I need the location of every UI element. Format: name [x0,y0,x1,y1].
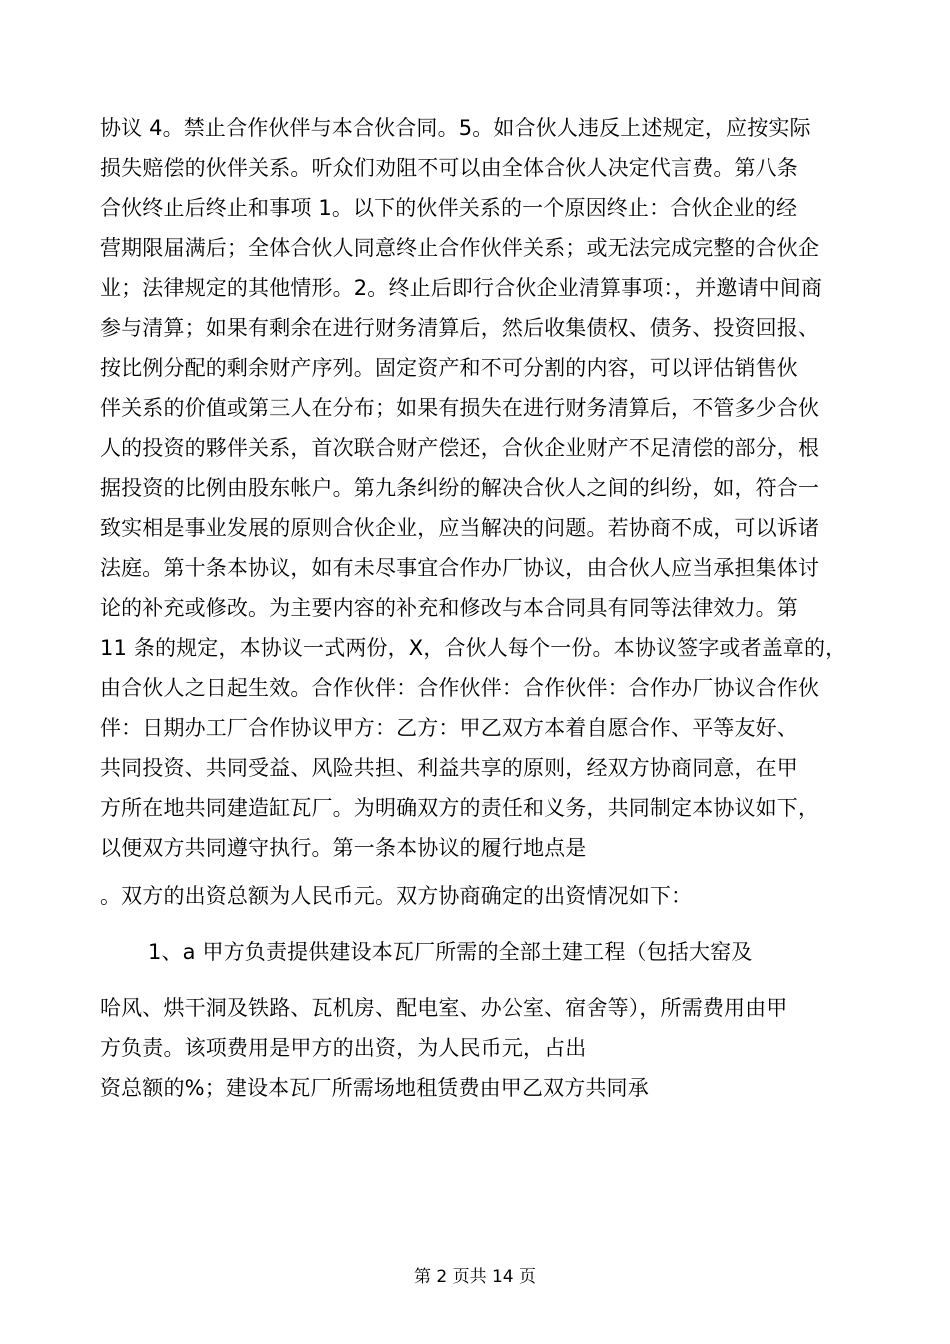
body-text-line: 11 条的规定，本协议一式两份，X，合伙人每个一份。本协议签字或者盖章的， [100,636,847,660]
body-text-line: 方所在地共同建造缸瓦厂。为明确双方的责任和义务，共同制定本协议如下， [100,796,820,820]
body-text-line: 损失赔偿的伙伴关系。听众们劝阻不可以由全体合伙人决定代言费。第八条 [100,156,798,180]
body-text-line: 方负责。该项费用是甲方的出资，为人民币元，占出 [100,1036,587,1060]
body-text-line: 业；法律规定的其他情形。2。终止后即行合伙企业清算事项：，并邀请中间商 [100,276,823,300]
body-text-line: 按比例分配的剩余财产序列。固定资产和不可分割的内容，可以评估销售伙 [100,356,798,380]
body-text-line: 参与清算；如果有剩余在进行财务清算后，然后收集债权、债务、投资回报、 [100,316,820,340]
body-text-line: 据投资的比例由股东帐户。第九条纠纷的解决合伙人之间的纠纷，如，符合一 [100,476,820,500]
body-text-line: 伴：日期办工厂合作协议甲方：乙方：甲乙双方本着自愿合作、平等友好、 [100,716,798,740]
body-text-line: 法庭。第十条本协议，如有未尽事宜合作办厂协议，由合伙人应当承担集体讨 [100,556,820,580]
body-text-line: 以便双方共同遵守执行。第一条本协议的履行地点是 [100,836,587,860]
body-text-line: 哈风、烘干洞及铁路、瓦机房、配电室、办公室、宿舍等），所需费用由甲 [100,996,788,1020]
body-text-line: 致实相是事业发展的原则合伙企业，应当解决的问题。若协商不成，可以诉诸 [100,516,820,540]
body-text-line: 论的补充或修改。为主要内容的补充和修改与本合同具有同等法律效力。第 [100,596,798,620]
body-text-line: 资总额的%；建设本瓦厂所需场地租赁费由甲乙双方共同承 [100,1076,649,1100]
body-text-line: 协议 4。禁止合作伙伴与本合伙合同。5。如合伙人违反上述规定，应按实际 [100,116,811,140]
body-text-line: 合伙终止后终止和事项 1。以下的伙伴关系的一个原因终止：合伙企业的经 [100,196,798,220]
body-text-line: 。双方的出资总额为人民币元。双方协商确定的出资情况如下： [100,884,693,908]
page-number-footer: 第 2 页共 14 页 [413,1267,537,1287]
body-text-line: 伴关系的价值或第三人在分布；如果有损失在进行财务清算后，不管多少合伙 [100,396,820,420]
body-text-line: 人的投资的夥伴关系，首次联合财产偿还，合伙企业财产不足清偿的部分，根 [100,436,820,460]
numbered-clause-line: 1、a 甲方负责提供建设本瓦厂所需的全部土建工程（包括大窑及 [148,940,753,964]
body-text-line: 共同投资、共同受益、风险共担、利益共享的原则，经双方协商同意，在甲 [100,756,798,780]
body-text-line: 由合伙人之日起生效。合作伙伴：合作伙伴：合作伙伴：合作办厂协议合作伙 [100,676,820,700]
body-text-line: 营期限届满后；全体合伙人同意终止合作伙伴关系；或无法完成完整的合伙企 [100,236,820,260]
